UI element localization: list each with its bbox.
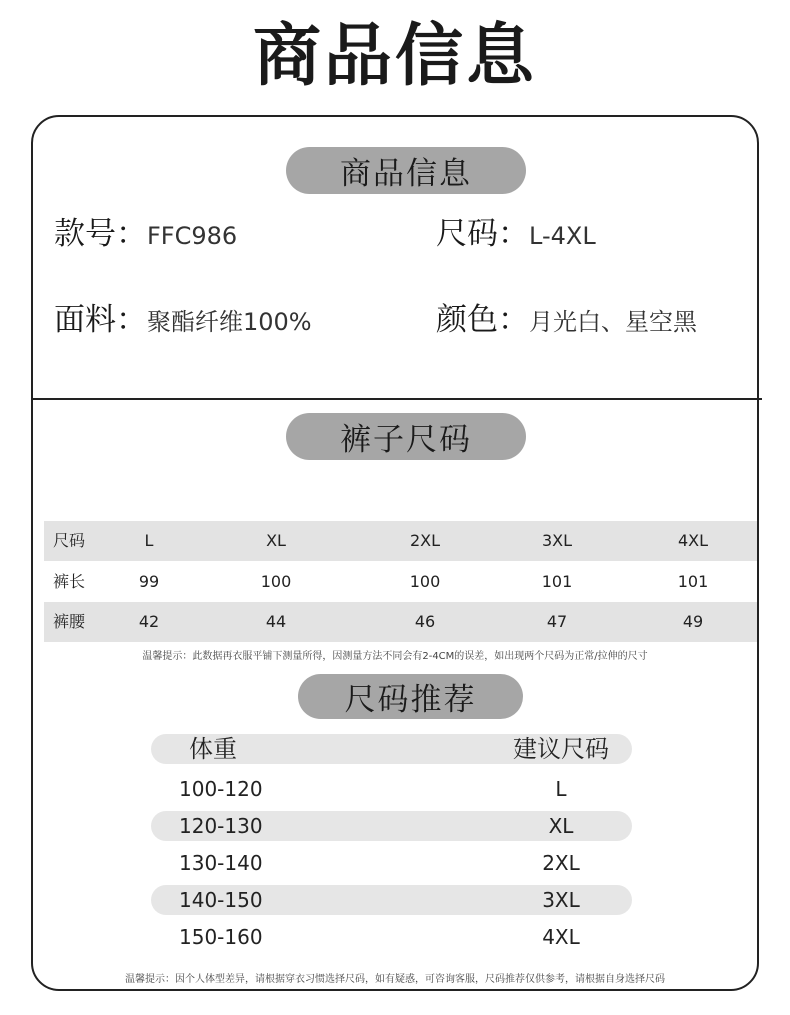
fabric-label: 面料： (54, 302, 147, 338)
recommend-note: 温馨提示：因个人体型差异，请根据穿衣习惯选择尺码，如有疑惑，可咨询客服，尺码推荐仅供参考，请根据自身选择尺码 (125, 974, 665, 985)
section-divider (31, 398, 762, 400)
weight-value: 130-140 (179, 851, 263, 875)
style-label: 款号： (54, 216, 147, 252)
weight-value: 120-130 (179, 814, 263, 838)
recommend-row (151, 848, 632, 878)
table-cell: 49 (682, 612, 704, 631)
style-number (54, 208, 237, 253)
table-cell: 101 (541, 572, 573, 591)
weight-column-header: 体重 (189, 735, 237, 763)
size-column-header: 建议尺码 (513, 735, 609, 763)
table-cell: 46 (414, 612, 436, 631)
weight-value: 140-150 (179, 888, 263, 912)
table-cell: 99 (138, 572, 160, 591)
table-cell: 尺码 (53, 531, 86, 550)
size-value: L-4XL (529, 222, 596, 250)
table-cell: 44 (265, 612, 287, 631)
recommend-header (151, 734, 632, 764)
table-cell: 100 (409, 572, 441, 591)
table-row (44, 562, 757, 602)
size-range (436, 208, 596, 253)
fabric (54, 294, 312, 339)
table-cell: 2XL (409, 531, 441, 550)
weight-value: 150-160 (179, 925, 263, 949)
table-cell: 裤长 (53, 572, 86, 591)
recommend-row (151, 811, 632, 841)
measurement-note: 温馨提示：此数据再衣服平铺下测量所得，因测量方法不同会有2-4CM的误差，如出现两个尺码为正常/拉伸的尺寸 (142, 651, 648, 662)
recommend-row (151, 774, 632, 804)
recommend-section-heading: 尺码推荐 (298, 674, 523, 719)
pants-section-heading: 裤子尺码 (286, 413, 526, 460)
size-value: L (555, 777, 567, 801)
color (436, 294, 697, 339)
table-cell: 101 (677, 572, 709, 591)
size-value: XL (548, 814, 574, 838)
size-value: 4XL (542, 925, 580, 949)
page-title: 商品信息 (252, 17, 537, 96)
size-value: 2XL (542, 851, 580, 875)
table-cell: 42 (138, 612, 160, 631)
table-row (44, 602, 757, 642)
style-value: FFC986 (147, 222, 238, 250)
recommend-row (151, 922, 632, 952)
info-section-heading: 商品信息 (286, 147, 526, 194)
table-cell: XL (266, 531, 286, 550)
color-value: 月光白、星空黑 (529, 308, 697, 336)
table-cell: 47 (546, 612, 568, 631)
size-label: 尺码： (436, 216, 529, 252)
table-cell: 4XL (677, 531, 709, 550)
fabric-value: 聚酯纤维100% (147, 308, 312, 336)
table-cell: 3XL (541, 531, 573, 550)
size-value: 3XL (542, 888, 580, 912)
weight-value: 100-120 (179, 777, 263, 801)
table-cell: 100 (260, 572, 292, 591)
table-cell: 裤腰 (53, 612, 86, 631)
table-cell: L (144, 531, 154, 550)
recommend-row (151, 885, 632, 915)
size-table-header (44, 521, 757, 561)
color-label: 颜色： (436, 302, 529, 338)
